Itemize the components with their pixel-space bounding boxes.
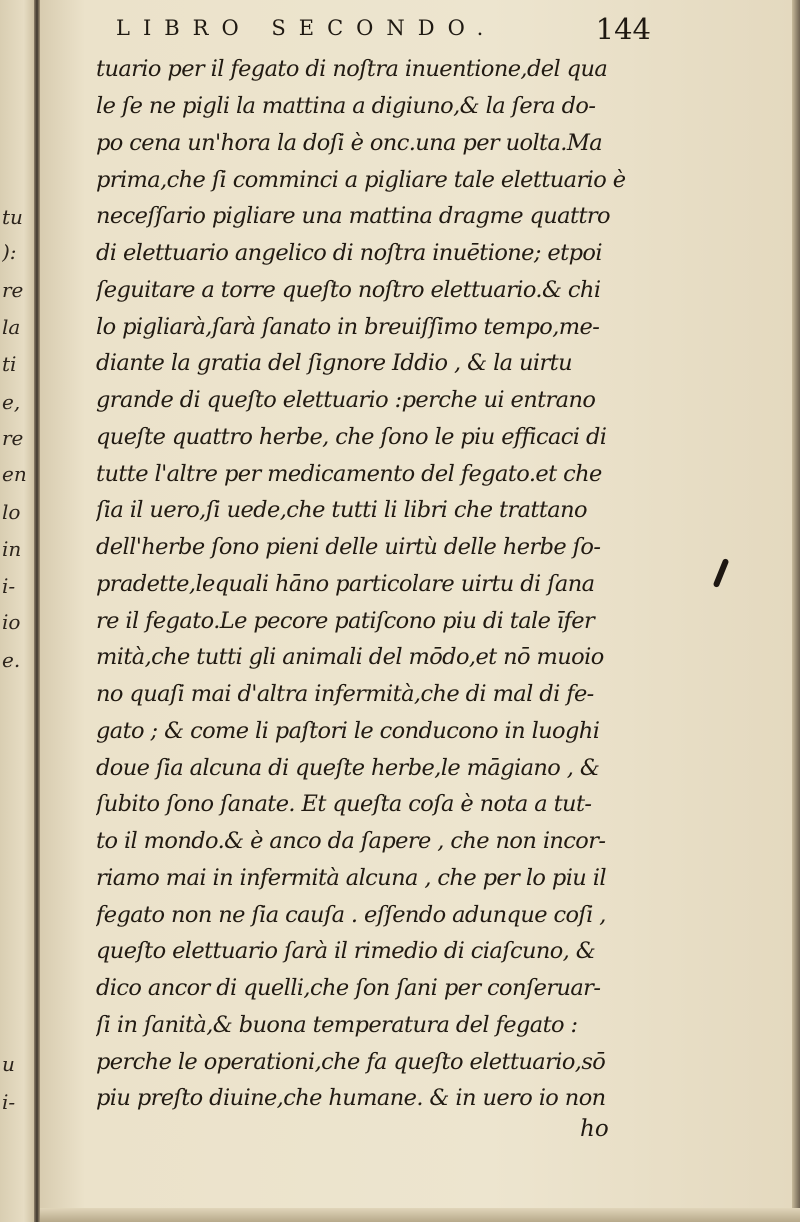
margin-fragment: i- xyxy=(2,1090,16,1114)
text-line: tutte l'altre per medicamento del fegato.et che xyxy=(96,461,602,487)
margin-fragment: en xyxy=(2,462,27,486)
text-line: grande di queſto elettuario :perche ui entrano xyxy=(96,387,596,413)
text-line: ſeguitare a torre queſto noſtro elettuario.& chi xyxy=(96,277,601,303)
text-line: doue ſia alcuna di queſte herbe,le māgiano , & xyxy=(96,755,600,781)
text-line: ſi in ſanità,& buona temperatura del fegato : xyxy=(96,1012,578,1038)
margin-fragment: lo xyxy=(2,500,21,524)
catchword: ho xyxy=(580,1116,609,1142)
book-page xyxy=(40,0,792,1222)
text-line: diante la gratia del ſignore Iddio , & la uirtu xyxy=(96,350,573,376)
margin-fragment: re xyxy=(2,426,24,450)
margin-fragment: tu xyxy=(2,205,23,229)
text-line: dico ancor di quelli,che ſon ſani per conſeruar- xyxy=(96,975,601,1001)
text-line: neceſſario pigliare una mattina dragme quattro xyxy=(96,203,610,229)
facing-page-edge xyxy=(0,0,34,1222)
text-line: re il fegato.Le pecore patiſcono piu di tale īfer xyxy=(96,608,595,634)
margin-fragment: ): xyxy=(2,240,17,264)
margin-fragment: i- xyxy=(2,574,16,598)
text-line: prima,che ſi comminci a pigliare tale elettuario è xyxy=(96,167,626,193)
text-line: ſia il uero,ſi uede,che tutti li libri che trattano xyxy=(96,497,587,523)
margin-fragment: e. xyxy=(2,648,21,672)
text-line: perche le operationi,che fa queſto elettuario,sō xyxy=(96,1049,606,1075)
ink-mark xyxy=(713,558,730,588)
text-line: po cena un'hora la doſi è onc.una per uolta.Ma xyxy=(96,130,603,156)
margin-fragment: re xyxy=(2,278,24,302)
page-header xyxy=(116,12,651,52)
text-line: queſto elettuario ſarà il rimedio di ciaſcuno, & xyxy=(96,938,596,964)
page-edge-right xyxy=(792,0,800,1222)
margin-fragment: ti xyxy=(2,352,17,376)
text-line: fegato non ne ſia cauſa . eſſendo adunque coſi , xyxy=(96,902,606,928)
text-line: di elettuario angelico di noſtra inuētione; etpoi xyxy=(96,240,602,266)
margin-fragment: in xyxy=(2,537,22,561)
text-line: dell'herbe ſono pieni delle uirtù delle herbe ſo- xyxy=(96,534,601,560)
text-line: lo pigliarà,ſarà ſanato in breuiſſimo tempo,me- xyxy=(96,314,600,340)
text-line: le ſe ne pigli la mattina a digiuno,& la ſera do- xyxy=(96,93,596,119)
margin-fragment: io xyxy=(2,610,21,634)
margin-fragment: e, xyxy=(2,390,21,414)
text-line: tuario per il fegato di noſtra inuentione,del qua xyxy=(96,56,608,82)
text-line: mità,che tutti gli animali del mōdo,et nō muoio xyxy=(96,644,604,670)
running-title: LIBRO SECONDO. xyxy=(116,16,497,40)
page-edge-bottom xyxy=(40,1208,800,1222)
text-line: ſubito ſono ſanate. Et queſta coſa è nota a tut- xyxy=(96,791,592,817)
margin-fragment: u xyxy=(2,1052,15,1076)
text-line: gato ; & come li paſtori le conducono in luoghi xyxy=(96,718,600,744)
page-number: 144 xyxy=(595,12,651,46)
text-line: no quaſi mai d'altra infermità,che di mal di fe- xyxy=(96,681,594,707)
text-line: queſte quattro herbe, che ſono le piu efficaci di xyxy=(96,424,607,450)
text-line: to il mondo.& è anco da ſapere , che non incor- xyxy=(96,828,606,854)
text-line: piu preſto diuine,che humane. & in uero io non xyxy=(96,1085,606,1111)
margin-fragment: la xyxy=(2,315,21,339)
text-line: riamo mai in infermità alcuna , che per lo piu il xyxy=(96,865,606,891)
text-line: pradette,lequali hāno particolare uirtu di ſana xyxy=(96,571,595,597)
